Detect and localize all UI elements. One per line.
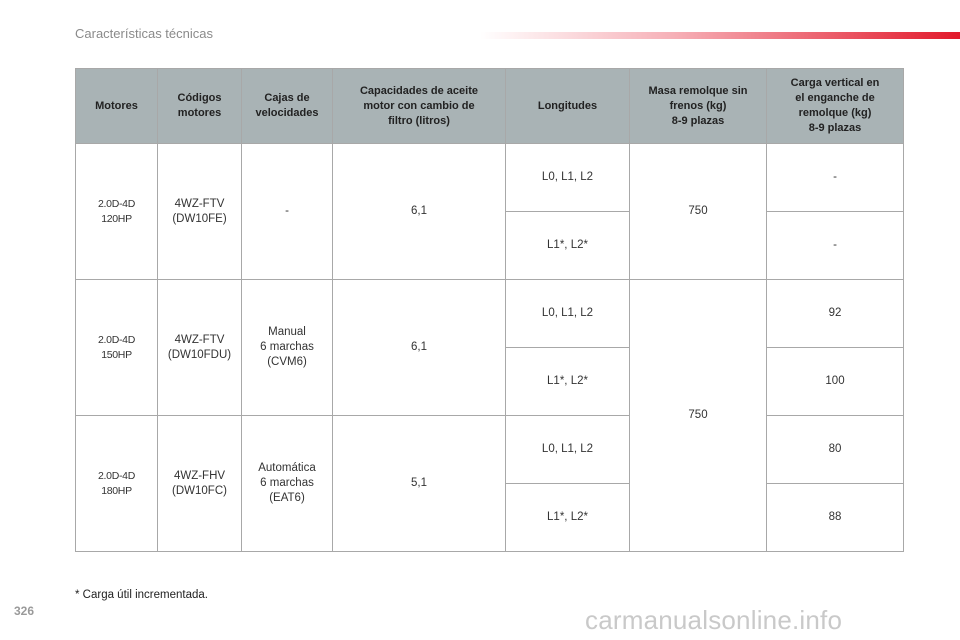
col-header-cajas: Cajas de velocidades [242, 69, 333, 144]
vertical-load-cell: - [767, 212, 904, 280]
table-row [76, 416, 904, 484]
motor-cell: 2.0D-4D 150HP [76, 280, 158, 416]
length-cell: L0, L1, L2 [506, 280, 630, 348]
watermark: carmanualsonline.info [585, 605, 843, 635]
gearbox-cell: - [242, 144, 333, 280]
vertical-load-cell: 88 [767, 484, 904, 552]
oil-capacity-cell: 6,1 [333, 144, 506, 280]
gearbox-cell: Manual 6 marchas (CVM6) [242, 280, 333, 416]
engine-code-cell: 4WZ-FHV (DW10FC) [158, 416, 242, 552]
vertical-load-cell: 100 [767, 348, 904, 416]
gearbox-cell: Automática 6 marchas (EAT6) [242, 416, 333, 552]
col-header-aceite: Capacidades de aceite motor con cambio de filtro (litros) [333, 69, 506, 144]
table-row [76, 144, 904, 212]
length-cell: L0, L1, L2 [506, 144, 630, 212]
length-cell: L1*, L2* [506, 484, 630, 552]
table-row [76, 280, 904, 348]
length-cell: L1*, L2* [506, 212, 630, 280]
col-header-carga: Carga vertical en el enganche de remolque (kg) 8-9 plazas [767, 69, 904, 144]
spec-table [75, 68, 904, 552]
header-accent-bar [480, 32, 960, 39]
length-cell: L0, L1, L2 [506, 416, 630, 484]
oil-capacity-cell: 5,1 [333, 416, 506, 552]
engine-code-cell: 4WZ-FTV (DW10FDU) [158, 280, 242, 416]
trailer-mass-cell: 750 [630, 280, 767, 552]
col-header-codigos: Códigos motores [158, 69, 242, 144]
length-cell: L1*, L2* [506, 348, 630, 416]
vertical-load-cell: 92 [767, 280, 904, 348]
col-header-masa: Masa remolque sin frenos (kg) 8-9 plazas [630, 69, 767, 144]
footnote: * Carga útil incrementada. [75, 589, 208, 601]
oil-capacity-cell: 6,1 [333, 280, 506, 416]
col-header-longitudes: Longitudes [506, 69, 630, 144]
table-header-row [76, 69, 904, 144]
vertical-load-cell: - [767, 144, 904, 212]
vertical-load-cell: 80 [767, 416, 904, 484]
page-number: 326 [14, 604, 35, 618]
section-title: Características técnicas [75, 26, 213, 41]
col-header-motores: Motores [76, 69, 158, 144]
trailer-mass-cell: 750 [630, 144, 767, 280]
engine-code-cell: 4WZ-FTV (DW10FE) [158, 144, 242, 280]
motor-cell: 2.0D-4D 120HP [76, 144, 158, 280]
motor-cell: 2.0D-4D 180HP [76, 416, 158, 552]
